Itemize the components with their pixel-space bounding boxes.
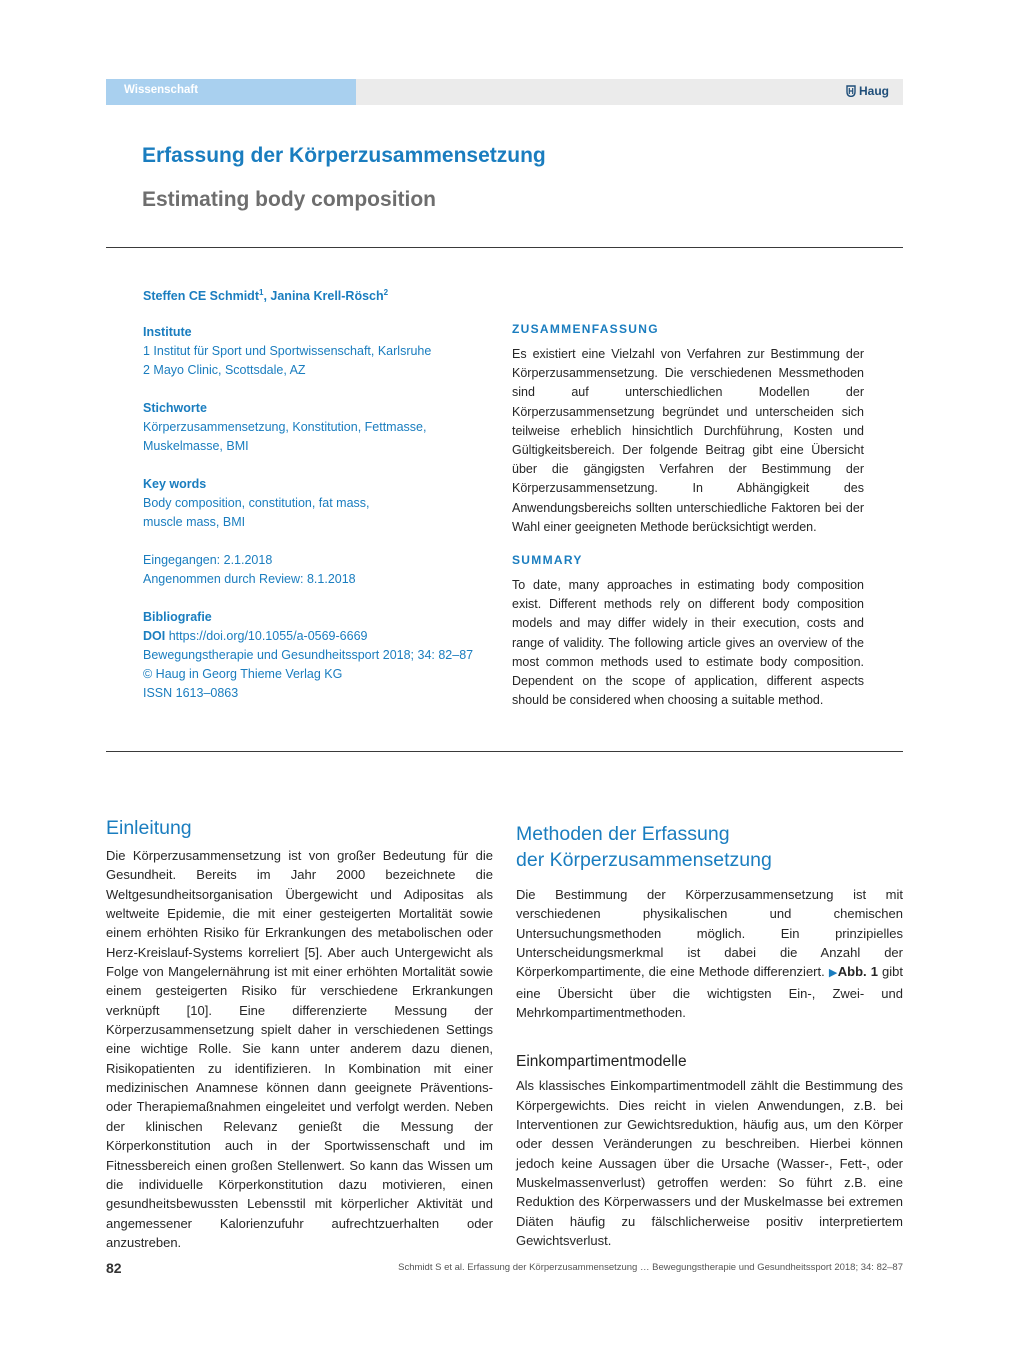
article-title-german: Erfassung der Körperzusammensetzung	[142, 144, 546, 167]
abstract-german-heading: ZUSAMMENFASSUNG	[512, 322, 659, 336]
keywords-line: muscle mass, BMI	[143, 515, 246, 530]
bibliography-label: Bibliografie	[143, 610, 212, 625]
methods-heading-line2: der Körperzusammensetzung	[516, 849, 772, 871]
institutes-block	[143, 323, 513, 380]
abstract-english-text: To date, many approaches in estimating body composition exist. Different methods rely on different body composition models and may differ widely in their execution, costs and range of validity. The following article gives an overview of the most common methods used to estimate body composition. Dependent on the scope of application, different aspects should be considered when choosing a suitable method.	[512, 578, 864, 708]
intro-text: . Aber auch Untergewicht als Folge von Mangelernährung ist mit einer erhöhten Mortalität sowie einem gesteigerten Risiko für verschiedene Erkrankungen verknüpft	[106, 944, 493, 1018]
institute-line: 2 Mayo Clinic, Scottsdale, AZ	[143, 363, 306, 378]
author-name: Steffen CE Schmidt	[143, 289, 259, 304]
issn-line: ISSN 1613–0863	[143, 686, 239, 701]
keywords-label: Key words	[143, 477, 207, 492]
article-metadata	[143, 283, 513, 722]
introduction-heading: Einleitung	[106, 817, 192, 839]
publisher-brand	[846, 84, 889, 98]
publisher-name: Haug	[859, 84, 889, 98]
keywords-block	[143, 475, 513, 532]
header-bar	[106, 79, 903, 105]
triangle-right-icon: ▶	[828, 967, 838, 980]
subsection-heading: Einkompartimentmodelle	[516, 1053, 687, 1071]
stichworte-line: Muskelmasse, BMI	[143, 439, 249, 454]
abstract-english	[512, 553, 864, 710]
footer-citation: Schmidt S et al. Erfassung der Körperzusammensetzung … Bewegungstherapie und Gesundheitssport 2018; 34: 82–87	[398, 1262, 903, 1273]
abstract-german	[512, 322, 864, 537]
accepted-date: Angenommen durch Review: 8.1.2018	[143, 572, 356, 587]
bibliography-block	[143, 608, 513, 703]
page-number: 82	[106, 1260, 122, 1276]
methods-text: Die Bestimmung der Körperzusammensetzung ist mit verschiedenen physikalischen und chemischen Untersuchungsmethoden möglich. Ein prinzipielles Unterscheidungsmerkmal ist dabei die Anzahl der Körperkompartimente, die eine Methode differenziert.	[516, 887, 903, 980]
stichworte-line: Körperzusammensetzung, Konstitution, Fettmasse,	[143, 420, 427, 435]
stichworte-block	[143, 399, 513, 456]
abstract-english-heading: SUMMARY	[512, 553, 583, 567]
haug-logo-icon	[846, 85, 856, 97]
article-title-english: Estimating body composition	[142, 188, 437, 211]
journal-citation: Bewegungstherapie und Gesundheitssport 2018; 34: 82–87	[143, 648, 474, 663]
citation-reference[interactable]: [5]	[304, 944, 320, 960]
figure-reference-link[interactable]	[829, 964, 878, 979]
introduction-section	[106, 815, 493, 1252]
institutes-label: Institute	[143, 325, 192, 340]
author-affiliation-mark: 1	[259, 288, 264, 297]
doi-label: DOI	[143, 629, 166, 644]
methods-heading-line1: Methoden der Erfassung	[516, 823, 730, 845]
copyright-line: © Haug in Georg Thieme Verlag KG	[143, 667, 343, 682]
top-divider	[106, 247, 903, 248]
institute-line: 1 Institut für Sport und Sportwissenschaft, Karlsruhe	[143, 344, 432, 359]
methods-section	[516, 821, 903, 1251]
methods-paragraph	[516, 885, 903, 1022]
keywords-line: Body composition, constitution, fat mass,	[143, 496, 370, 511]
figure-reference-label: Abb. 1	[837, 964, 878, 980]
dates-block	[143, 551, 513, 589]
introduction-paragraph	[106, 846, 493, 1252]
author-affiliation-mark: 2	[383, 288, 389, 297]
intro-text: . Eine differenzierte Messung der Körperzusammensetzung spielt daher in verschiedenen Settings eine wichtige Rolle. Sie kann unter anderem dazu dienen, Risikopatienten zu identifizieren. In Kombination mit einer medizinischen Anamnese können dann geeignete Präventions- oder Therapiemaßnahmen eingeleitet und verfolgt werden. Neben der klinischen Relevanz genießt die Messung der Körperkonstitution auch in der Sportwissenschaft und im Fitnessbereich einen großen Stellenwert. So kann das Wissen um die individuelle Körperkonstitution dazu motivieren, einen gesundheitsbewussten Lebensstil mit körperlicher Aktivität und angemessener Kalorienzufuhr aufrechtzuerhalten oder anzustreben.	[106, 1002, 493, 1250]
doi-link[interactable]: https://doi.org/10.1055/a-0569-6669	[168, 629, 368, 644]
citation-reference[interactable]: [10]	[186, 1002, 209, 1018]
subsection-paragraph: Als klassisches Einkompartimentmodell zählt die Bestimmung des Körpergewichts. Dies reicht in vielen Anwendungen, z.B. bei Interventionen zur Gewichtsreduktion, häufig aus, um den Körper oder dessen Veränderungen zu beschreiben. Hierbei können jedoch keine Aussagen über die Ursache (Wasser-, Fett-, oder Muskelmassenverlust) getroffen werden: So führt z.B. eine Reduktion des Körperwassers und der Muskelmasse bei extremen Diäten häufig zu fälschlicherweise positiv interpretiertem Gewichtsverlust.	[516, 1078, 903, 1249]
methods-heading	[516, 821, 903, 873]
intro-text: Die Körperzusammensetzung ist von großer Bedeutung für die Gesundheit. Bereits im Jahr 2000 bezeichnete die Weltgesundheitsorganisation Übergewicht und Adipositas als weltweite Epidemie, die mit einer gesteigerten Mortalität sowie einem erhöhten Risiko für Erkrankungen des metabolischen oder Herz-Kreislauf-Systems korreliert	[106, 848, 493, 960]
doi-line	[143, 627, 513, 646]
methods-text: gibt eine Übersicht über die wichtigsten Ein-, Zwei- und Mehrkompartimentmethoden.	[516, 964, 903, 1021]
bottom-divider	[106, 751, 903, 752]
received-date: Eingegangen: 2.1.2018	[143, 553, 273, 568]
stichworte-label: Stichworte	[143, 401, 207, 416]
author-name: Janina Krell-Rösch	[270, 289, 384, 304]
author-list: Steffen CE Schmidt$^1$, Janina Krell-Rösch$^2$	[143, 288, 389, 304]
abstract-german-text: Es existiert eine Vielzahl von Verfahren zur Bestimmung der Körperzusammensetzung. Die verschiedenen Messmethoden sind auf unterschiedlichen Modellen der Körperzusammensetzung begründet und unterscheiden sich teilweise erheblich hinsichtlich Durchführung, Kosten und Gültigkeitsbereich. Der folgende Beitrag gibt eine Übersicht über die gängigsten Verfahren der Bestimmung der Körperzusammensetzung. In Abhängigkeit des Anwendungsbereichs sollten unterschiedliche Faktoren bei der Wahl einer geeigneten Methode berücksichtigt werden.	[512, 347, 864, 534]
section-label: Wissenschaft	[124, 84, 199, 96]
section-tab	[106, 79, 356, 105]
